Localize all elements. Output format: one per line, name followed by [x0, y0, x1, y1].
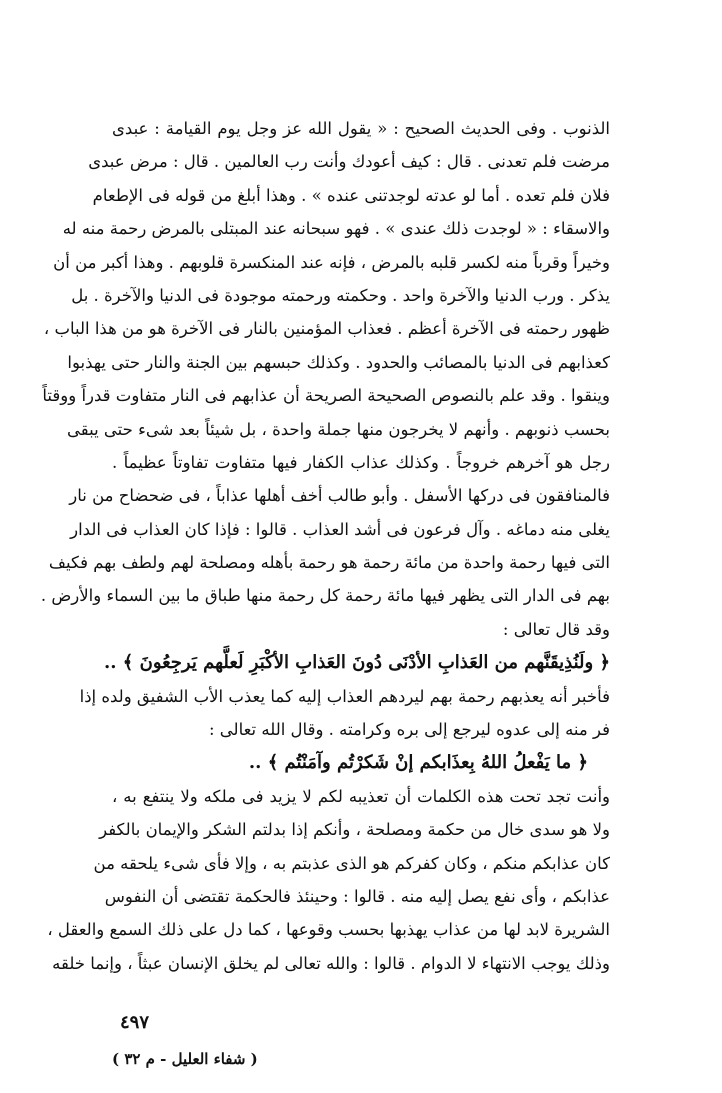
- text-line: كعذابهم فى الدنيا بالمصائب والحدود . وكذلك حبسهم بين الجنة والنار حتى يهذبوا: [67, 352, 610, 372]
- text-line: وخيراً وقرباً منه لكسر قلبه بالمرض ، فإنه عند المنكسرة قلوبهم . وهذا أكبر من أن: [53, 252, 610, 272]
- text-line: فالمنافقون فى دركها الأسفل . وأبو طالب أخف أهلها عذاباً ، فى ضحضاح من نار: [69, 486, 610, 506]
- text-line: وقد قال تعالى :: [502, 619, 610, 639]
- text-line: فأخبر أنه يعذبهم رحمة بهم ليردهم العذاب إليه كما يعذب الأب الشفيق ولده إذا: [79, 686, 610, 706]
- quran-verse: ﴿ ولَنُذِيقَنَّهم من العَذابِ الأدْنَى دُونَ العَذابِ الأكْبَرِ لَعلَّهم يَرجِعُونَ ﴾ ..: [103, 652, 610, 674]
- text-line: يغلى منه دماغه . وآل فرعون فى أشد العذاب . قالوا : فإذا كان العذاب فى الدار: [70, 519, 610, 539]
- text-line: الذنوب . وفى الحديث الصحيح : « يقول الله عز وجل يوم القيامة : عبدى: [112, 119, 610, 138]
- text-line: ظهور رحمته فى الآخرة أعظم . فعذاب المؤمنين بالنار فى الآخرة هو من هذا الباب ،: [43, 319, 610, 339]
- text-line: يذكر . ورب الدنيا والآخرة واحد . وحكمته ورحمته موجودة فى الدنيا والآخرة . بل: [71, 285, 610, 305]
- text-line: الشريرة لابد لها من عذاب يهذبها بحسب وقوعها ، كما دل على ذلك السمع والعقل ،: [47, 920, 610, 940]
- text-line: بحسب ذنوبهم . وأنهم لا يخرجون منها جملة واحدة ، بل شيئاً بعد شىء حتى يبقى: [67, 419, 610, 439]
- text-line: مرضت فلم تعدنى . قال : كيف أعودك وأنت رب العالمين . قال : مرض عبدى: [88, 152, 610, 172]
- text-line: كان عذابكم منكم ، وكان كفركم هو الذى عذبتم به ، وإلا فأى شىء يلحقه من: [93, 853, 610, 873]
- text-line: التى فيها رحمة واحدة من مائة رحمة هو رحمة بأهله ومصلحة لهم ولطف بهم فكيف: [48, 553, 610, 573]
- text-line: وذلك يوجب الانتهاء لا الدوام . قالوا : والله تعالى لم يخلق الإنسان عبثاً ، وإنما خلقه: [52, 953, 610, 973]
- quran-verse: ﴿ ما يَفْعلُ اللهُ بِعذَابكم إنْ شَكرْتُم وآمَنْتُم ﴾ ..: [248, 752, 588, 774]
- text-line: عذابكم ، وأى نفع يصل إليه منه . قالوا : وحينئذ فالحكمة تقتضى أن النفوس: [104, 886, 610, 906]
- text-line: ولا هو سدى خال من حكمة ومصلحة ، وأنكم إذا بدلتم الشكر والإيمان بالكفر: [99, 820, 610, 840]
- text-line: فر منه إلى عدوه ليرجع إلى بره وكرامته . وقال الله تعالى :: [208, 720, 610, 740]
- page-number: ٤٩٧: [120, 1012, 150, 1033]
- body-text: [40, 112, 610, 980]
- text-line: بهم فى الدار التى يظهر فيها مائة رحمة كل رحمة منها طباق ما بين السماء والأرض .: [40, 586, 610, 606]
- text-line: وأنت تجد تحت هذه الكلمات أن تعذيبه لكم لا يزيد فى ملكه ولا ينتفع به ،: [112, 786, 610, 806]
- text-line: رجل هو آخرهم خروجاً . وكذلك عذاب الكفار فيها متفاوت تفاوتاً عظيماً .: [112, 452, 610, 472]
- printer-signature: ( شفاء العليل - م ٣٢ ): [112, 1050, 258, 1068]
- text-line: وينقوا . وقد علم بالنصوص الصحيحة الصريحة أن عذابهم فى النار متفاوت قدراً ووقتاً: [42, 386, 610, 406]
- text-line: والاسقاء : « لوجدت ذلك عندى » . فهو سبحانه عند المبتلى بالمرض رحمة منه له: [62, 219, 610, 239]
- text-line: فلان فلم تعده . أما لو عدته لوجدتنى عنده » . وهذا أبلغ من قوله فى الإطعام: [92, 185, 610, 205]
